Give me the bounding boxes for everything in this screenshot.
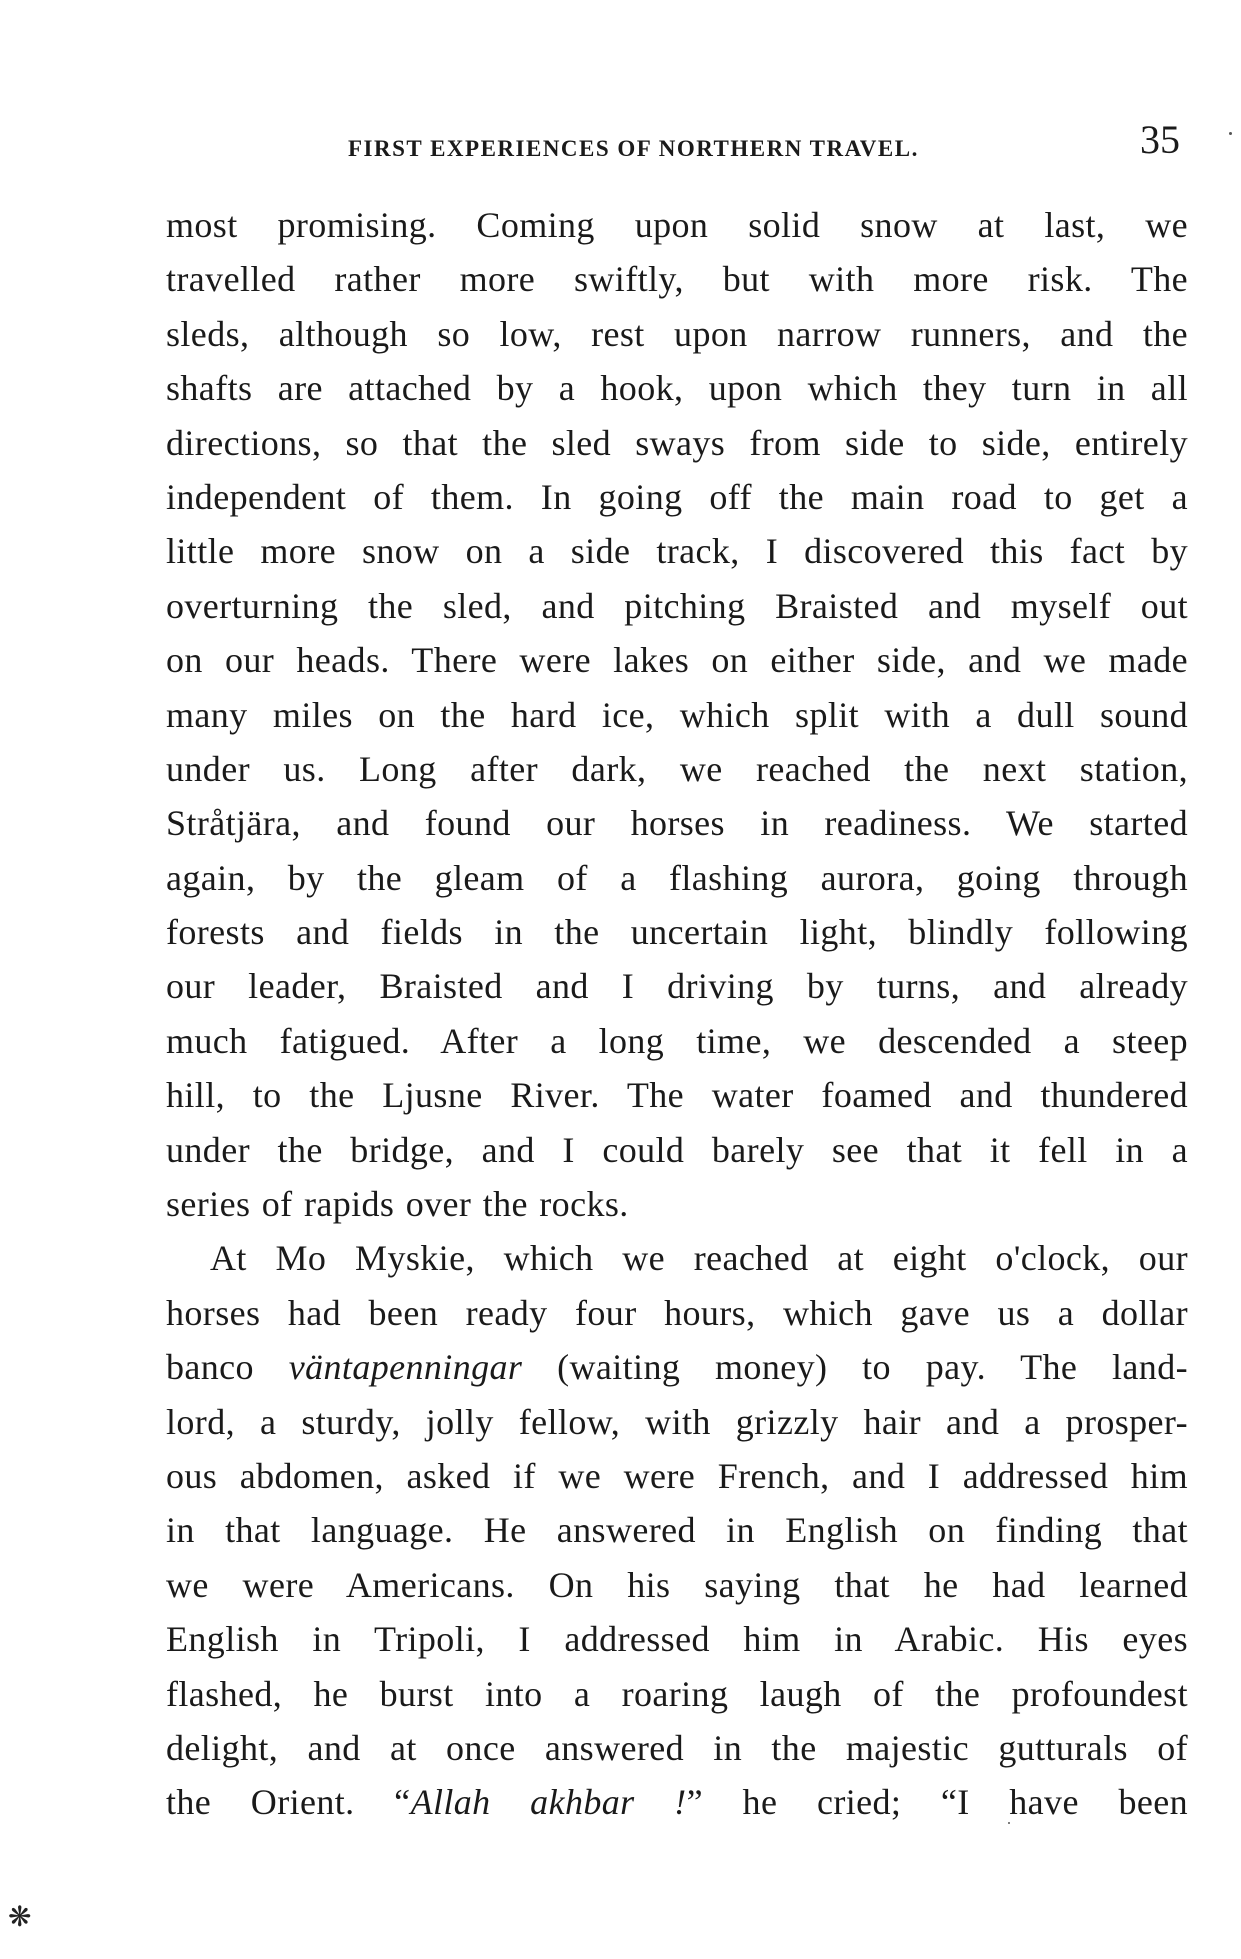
text-line: flashed, he burst into a roaring laugh of the profoundest bbox=[166, 1673, 1188, 1714]
text-line bbox=[166, 1775, 1188, 1829]
running-title: FIRST EXPERIENCES OF NORTHERN TRAVEL. bbox=[348, 136, 919, 161]
text-segment: ” he cried; “I have been bbox=[686, 1782, 1188, 1823]
text-line: under the bridge, and I could barely see that it fell in a bbox=[166, 1129, 1188, 1170]
text-line: shafts are attached by a hook, upon which they turn in all bbox=[166, 368, 1188, 409]
text-line: Stråtjära, and found our horses in readiness. We started bbox=[166, 803, 1188, 844]
text-line: hill, to the Ljusne River. The water foamed and thundered bbox=[166, 1075, 1188, 1116]
text-line: directions, so that the sled sways from side to side, entirely bbox=[166, 422, 1188, 463]
text-line: under us. Long after dark, we reached the next station, bbox=[166, 748, 1188, 789]
text-line: again, by the gleam of a flashing aurora, going through bbox=[166, 857, 1188, 898]
italic-term: väntapenningar bbox=[288, 1347, 523, 1388]
text-line: lord, a sturdy, jolly fellow, with grizzly hair and a prosper- bbox=[166, 1401, 1188, 1442]
paper-speck bbox=[1229, 132, 1232, 135]
text-line: English in Tripoli, I addressed him in Arabic. His eyes bbox=[166, 1619, 1188, 1660]
text-line: many miles on the hard ice, which split with a dull sound bbox=[166, 694, 1188, 735]
text-line: delight, and at once answered in the majestic gutturals of bbox=[166, 1727, 1188, 1768]
text-line: little more snow on a side track, I discovered this fact by bbox=[166, 531, 1188, 572]
printer-ornament-icon: ❋ bbox=[8, 1902, 32, 1933]
text-line: At Mo Myskie, which we reached at eight o'clock, our bbox=[210, 1238, 1188, 1279]
text-line: series of rapids over the rocks. bbox=[166, 1184, 629, 1225]
italic-exclamation: Allah akhbar ! bbox=[410, 1782, 687, 1823]
page-number: 35 bbox=[1140, 117, 1180, 162]
text-line bbox=[166, 1340, 1188, 1394]
text-segment: the Orient. “ bbox=[166, 1782, 411, 1823]
text-line: most promising. Coming upon solid snow at last, we bbox=[166, 205, 1188, 245]
text-line: forests and fields in the uncertain light, blindly following bbox=[166, 912, 1188, 953]
paragraph-1 bbox=[166, 198, 1188, 1231]
text-line: on our heads. There were lakes on either side, and we made bbox=[166, 640, 1188, 681]
text-line: sleds, although so low, rest upon narrow runners, and the bbox=[166, 313, 1188, 354]
text-line: our leader, Braisted and I driving by turns, and already bbox=[166, 966, 1188, 1007]
paper-speck bbox=[1008, 1822, 1010, 1824]
text-line: independent of them. In going off the main road to get a bbox=[166, 476, 1188, 517]
text-line: ous abdomen, asked if we were French, and I addressed him bbox=[166, 1455, 1188, 1496]
running-head bbox=[168, 110, 1188, 170]
text-segment: (waiting money) to pay. The land- bbox=[522, 1347, 1188, 1388]
body-text bbox=[166, 198, 1188, 1830]
text-segment: banco bbox=[166, 1347, 289, 1388]
text-line: overturning the sled, and pitching Braisted and myself out bbox=[166, 585, 1188, 626]
text-line: horses had been ready four hours, which gave us a dollar bbox=[166, 1292, 1188, 1333]
paragraph-2 bbox=[166, 1231, 1188, 1829]
text-line: we were Americans. On his saying that he had learned bbox=[166, 1564, 1188, 1605]
text-line: much fatigued. After a long time, we descended a steep bbox=[166, 1020, 1188, 1061]
text-line: travelled rather more swiftly, but with more risk. The bbox=[166, 259, 1188, 300]
text-line: in that language. He answered in English on finding that bbox=[166, 1510, 1188, 1551]
